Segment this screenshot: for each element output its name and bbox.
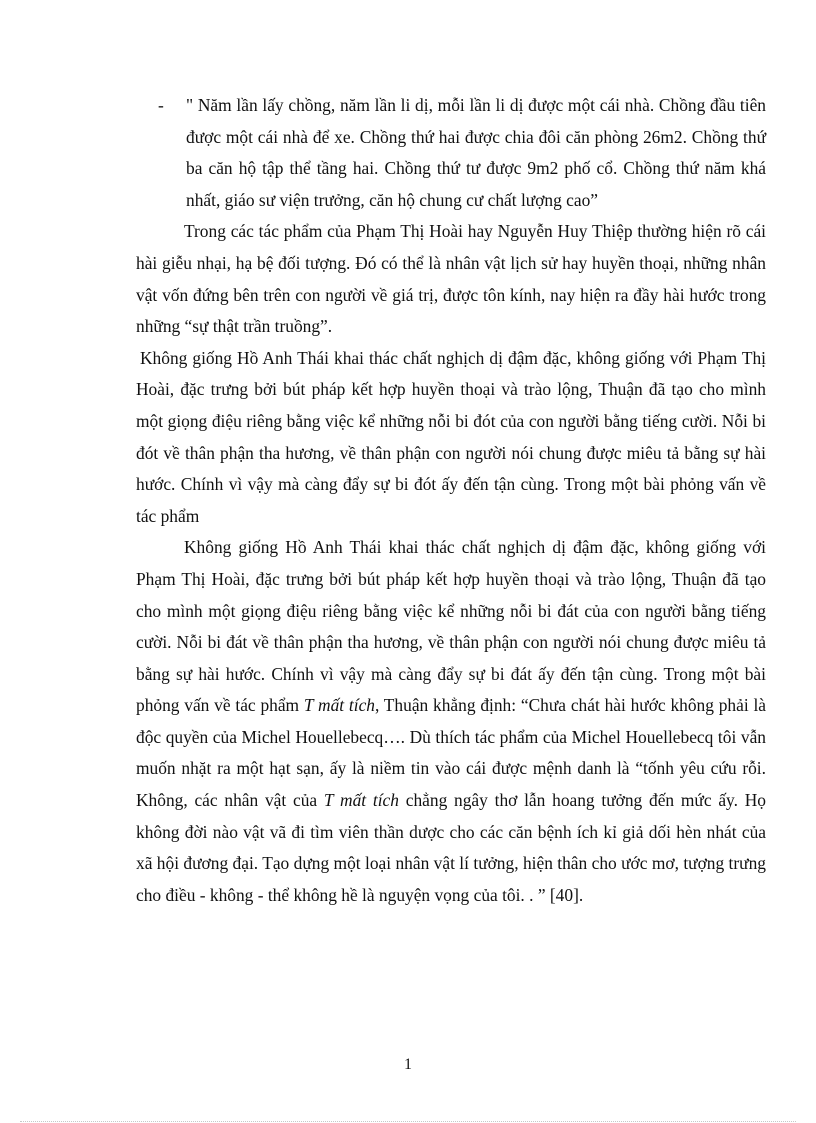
paragraph-3-text-b: , Thuận khẳng định: “Chưa chát hài hước không phải là độc quyền của Michel Houellebecq…. Dù thích tác phẩm của Michel Houellebecq tôi vẫn muốn nhặt ra một hạt sạn, ấy là niềm tin vào cái được mệnh danh là “tốnh yêu cứu rỗi. Không, các nhân vật của: [136, 695, 766, 811]
paragraph-3: [136, 532, 766, 911]
document-body: [136, 90, 766, 911]
quote-text: " Năm lần lấy chồng, năm lần li dị, mỗi lần li dị được một cái nhà. Chồng đầu tiên được một cái nhà để xe. Chồng thứ hai được chia đôi căn phòng 26m2. Chồng thứ ba căn hộ tập thể tầng hai. Chồng thứ tư được 9m2 phố cổ. Chồng thứ năm khá nhất, giáo sư viện trưởng, căn hộ chung cư chất lượng cao”: [186, 95, 766, 210]
book-title-repeat: T mất tích: [323, 790, 399, 811]
paragraph-1: Trong các tác phẩm của Phạm Thị Hoài hay Nguyễn Huy Thiệp thường hiện rõ cái hài giễu nhại, hạ bệ đối tượng. Đó có thể là nhân vật lịch sử hay huyền thoại, những nhân vật vốn đứng bên trên con người về giá trị, được tôn kính, nay hiện ra đầy hài hước trong những “sự thật trần truồng”.: [136, 221, 766, 337]
paragraph-3-text-a: Không giống Hồ Anh Thái khai thác chất nghịch dị đậm đặc, không giống với Phạm Thị Hoài, đặc trưng bởi bút pháp kết hợp huyền thoại và trào lộng, Thuận đã tạo cho mình một giọng điệu riêng bằng việc kể những nỗi bi đát của con người bằng tiếng cười. Nỗi bi đát về thân phận tha hương, về thân phận con người nói chung được miêu tả bằng sự hài hước. Chính vì vậy mà càng đẩy sự bi đát ấy đến tận cùng. Trong một bài phỏng vấn về tác phẩm: [136, 537, 766, 716]
book-title: T mất tích: [303, 695, 375, 716]
paragraph-2: Không giống Hồ Anh Thái khai thác chất nghịch dị đậm đặc, không giống với Phạm Thị Hoài, đặc trưng bởi bút pháp kết hợp huyền thoại và trào lộng, Thuận đã tạo cho mình một giọng điệu riêng bằng việc kể những nỗi bi đót của con người bằng tiếng cười. Nỗi bi đót về thân phận tha hương, về thân phận con người nói chung được miêu tả bằng sự hài hước. Chính vì vậy mà càng đẩy sự bi đót ấy đến tận cùng. Trong một bài phỏng vấn về tác phẩm: [136, 347, 766, 526]
bullet-mark: -: [158, 95, 164, 115]
footer-divider: [20, 1121, 796, 1122]
page-number: 1: [404, 1056, 412, 1073]
quote-bullet: [136, 90, 766, 216]
paragraph-3-text-c: chẳng ngây thơ lẫn hoang tưởng đến mức ấy. Họ không đời nào vật vã đi tìm viên thần dược cho các căn bệnh ích kỉ giả dối hèn nhát của xã hội đương đại. Tạo dựng một loại nhân vật lí tưởng, hiện thân cho ước mơ, tượng trưng cho điều - không - thể không hề là nguyện vọng của tôi. . ” [40].: [136, 790, 766, 905]
